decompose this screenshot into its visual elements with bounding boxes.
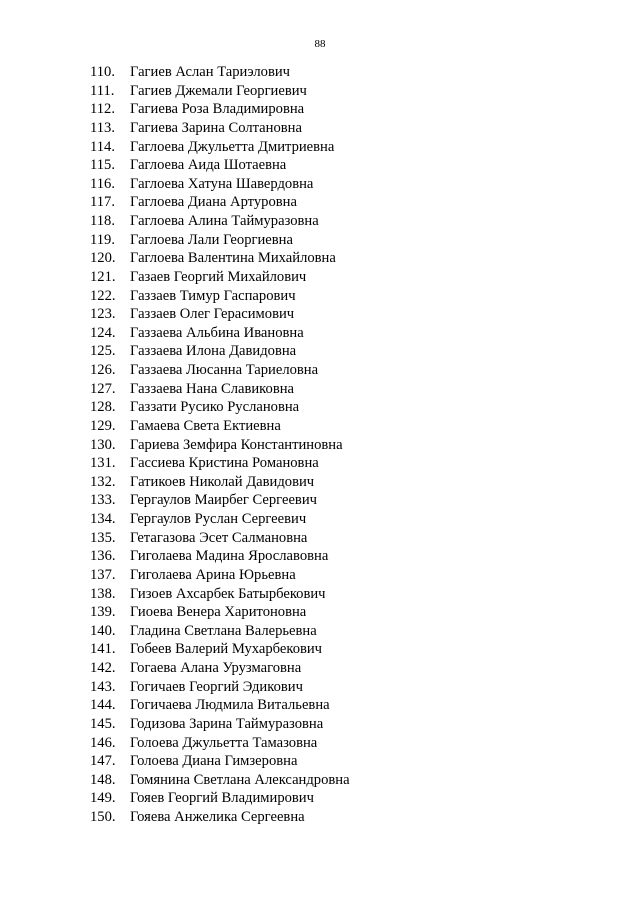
entry-number: 140. [90, 622, 116, 639]
list-item [90, 305, 610, 324]
list-item [90, 156, 610, 175]
list-item [90, 231, 610, 250]
entry-number: 134. [90, 511, 116, 527]
list-item [90, 436, 610, 455]
entry-number: 125. [90, 343, 116, 360]
entry-name: Гиголаева Арина Юрьевна [130, 566, 296, 583]
list-item [90, 119, 610, 138]
entry-number: 138. [90, 585, 116, 602]
entry-name: Гаглоева Диана Артуровна [130, 194, 297, 211]
list-item [90, 268, 610, 287]
entry-number: 118. [90, 213, 115, 229]
entry-number: 147. [90, 753, 116, 770]
entry-number: 123. [90, 306, 116, 323]
entry-name: Голоева Джульетта Тамазовна [130, 734, 318, 751]
entry-name: Гладина Светлана Валерьевна [130, 622, 317, 639]
entry-number: 132. [90, 473, 116, 490]
list-item [90, 63, 610, 82]
entry-name: Гояева Анжелика Сергеевна [130, 809, 305, 825]
list-item [90, 398, 610, 417]
entry-number: 110. [90, 64, 115, 80]
list-item [90, 473, 610, 492]
entry-name: Гогичаев Георгий Эдикович [130, 678, 303, 695]
entry-name: Газзати Русико Руслановна [130, 399, 300, 416]
list-item [90, 771, 610, 790]
list-item [90, 622, 610, 641]
entry-number: 143. [90, 678, 116, 695]
entry-name: Гагиев Джемали Георгиевич [130, 82, 307, 99]
entry-name: Газзаев Олег Герасимович [130, 306, 295, 323]
list-item [90, 491, 610, 510]
entry-number: 142. [90, 660, 116, 676]
entry-name: Газаев Георгий Михайлович [130, 268, 307, 285]
entry-number: 139. [90, 604, 116, 621]
entry-name: Гояев Георгий Владимирович [130, 790, 314, 807]
list-item [90, 212, 610, 231]
entry-name: Годизова Зарина Таймуразовна [130, 715, 324, 732]
entry-number: 130. [90, 436, 116, 453]
list-item [90, 659, 610, 678]
entry-number: 111. [90, 82, 115, 99]
entry-name: Гассиева Кристина Романовна [130, 455, 319, 472]
entry-name: Гаглоева Хатуна Шавердовна [130, 175, 314, 192]
entry-name: Гагиева Роза Владимировна [130, 101, 305, 118]
entry-number: 117. [90, 194, 115, 211]
entry-name: Гизоев Ахсарбек Батырбекович [130, 585, 326, 602]
entry-number: 119. [90, 231, 115, 248]
list-item [90, 342, 610, 361]
entry-number: 115. [90, 157, 115, 174]
entry-number: 114. [90, 138, 115, 155]
list-item [90, 603, 610, 622]
entry-name: Голоева Диана Гимзеровна [130, 753, 298, 770]
list-item [90, 417, 610, 436]
entry-number: 137. [90, 566, 116, 583]
list-item [90, 808, 610, 827]
entry-name: Гаглоева Алина Таймуразовна [130, 213, 319, 229]
list-item [90, 249, 610, 268]
entry-name: Гогичаева Людмила Витальевна [130, 697, 330, 714]
entry-name: Гиголаева Мадина Ярославовна [130, 548, 329, 565]
entry-name: Гаглоева Лали Георгиевна [130, 231, 293, 248]
list-item [90, 752, 610, 771]
entry-number: 150. [90, 809, 116, 825]
entry-name: Газзаев Тимур Гаспарович [130, 287, 296, 304]
entry-name: Гагиев Аслан Тариэлович [130, 64, 290, 80]
entry-number: 141. [90, 641, 116, 658]
entry-number: 144. [90, 697, 116, 714]
entry-number: 145. [90, 715, 116, 732]
entry-number: 146. [90, 734, 116, 751]
list-item [90, 734, 610, 753]
list-item [90, 529, 610, 548]
entry-name: Газзаева Нана Славиковна [130, 380, 295, 397]
list-item [90, 138, 610, 157]
entry-name: Гариева Земфира Константиновна [130, 436, 343, 453]
list-item [90, 324, 610, 343]
entry-name: Гомянина Светлана Александровна [130, 771, 350, 788]
entry-number: 135. [90, 529, 116, 546]
entry-name: Газзаева Альбина Ивановна [130, 324, 304, 341]
entry-name: Гамаева Света Ектиевна [130, 417, 281, 434]
list-item [90, 361, 610, 380]
list-item [90, 287, 610, 306]
list-item [90, 640, 610, 659]
entry-name: Гергаулов Маирбег Сергеевич [130, 492, 317, 509]
list-item [90, 193, 610, 212]
entry-number: 121. [90, 268, 116, 285]
list-item [90, 547, 610, 566]
entry-number: 120. [90, 250, 116, 267]
entry-number: 136. [90, 548, 116, 565]
entry-number: 129. [90, 417, 116, 434]
entry-name: Газзаева Илона Давидовна [130, 343, 297, 360]
list-item [90, 715, 610, 734]
name-list [90, 63, 610, 827]
entry-number: 116. [90, 175, 115, 192]
entry-name: Гиоева Венера Харитоновна [130, 604, 307, 621]
entry-name: Гобеев Валерий Мухарбекович [130, 641, 323, 658]
entry-number: 128. [90, 399, 116, 416]
list-item [90, 789, 610, 808]
entry-number: 149. [90, 790, 116, 807]
list-item [90, 100, 610, 119]
list-item [90, 82, 610, 101]
entry-number: 148. [90, 771, 116, 788]
entry-number: 131. [90, 455, 116, 472]
list-item [90, 510, 610, 529]
entry-number: 124. [90, 324, 116, 341]
list-item [90, 380, 610, 399]
entry-name: Гагиева Зарина Солтановна [130, 119, 302, 136]
entry-name: Гогаева Алана Урузмаговна [130, 660, 302, 676]
entry-name: Гетагазова Эсет Салмановна [130, 529, 308, 546]
entry-name: Гаглоева Валентина Михайловна [130, 250, 336, 267]
entry-number: 133. [90, 492, 116, 509]
entry-name: Гатикоев Николай Давидович [130, 473, 315, 490]
entry-number: 113. [90, 119, 115, 136]
list-item [90, 175, 610, 194]
list-item [90, 678, 610, 697]
list-item [90, 696, 610, 715]
entry-number: 126. [90, 362, 116, 378]
page-number: 88 [314, 38, 326, 50]
list-item [90, 585, 610, 604]
entry-name: Гаглоева Джульетта Дмитриевна [130, 138, 335, 155]
entry-name: Гаглоева Аида Шотаевна [130, 157, 287, 174]
list-item [90, 566, 610, 585]
entry-number: 127. [90, 380, 116, 397]
list-item [90, 454, 610, 473]
entry-number: 112. [90, 101, 115, 118]
entry-name: Газзаева Люсанна Тариеловна [130, 362, 319, 378]
entry-name: Гергаулов Руслан Сергеевич [130, 511, 307, 527]
entry-number: 122. [90, 287, 116, 304]
